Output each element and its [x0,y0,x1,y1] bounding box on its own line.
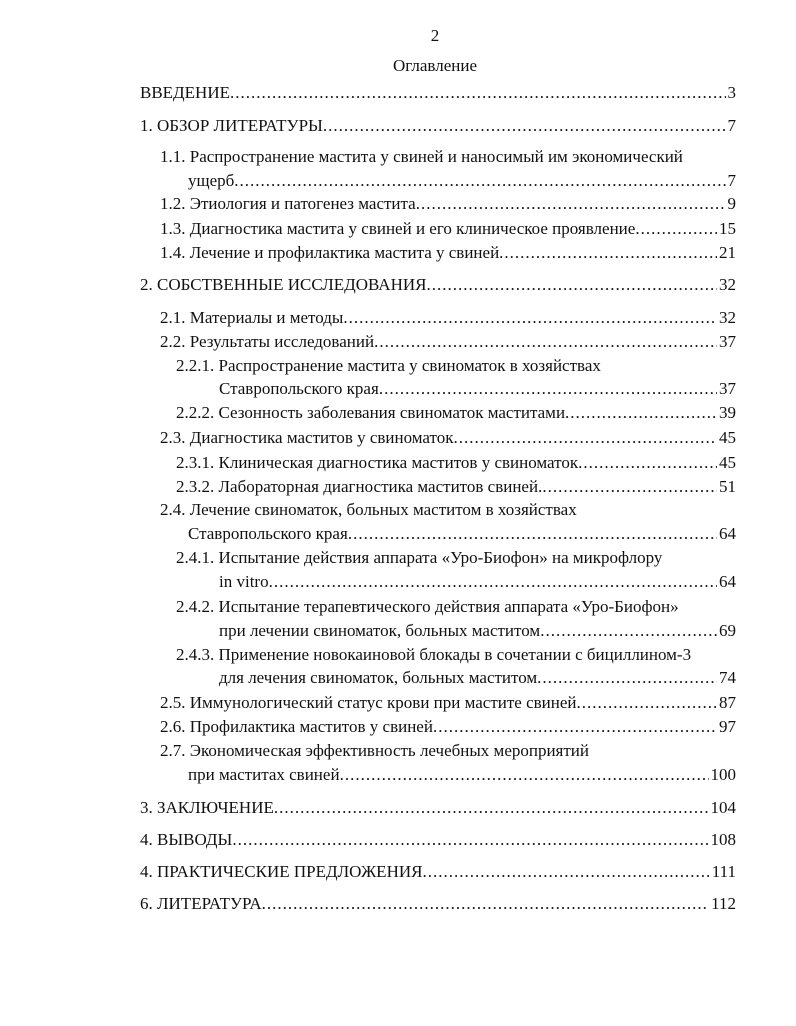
toc-entry-2-2-2[interactable] [176,402,736,424]
toc-entry-2-4[interactable] [188,523,736,545]
toc-entry-2-4-1[interactable] [219,571,736,593]
toc-entry-2-6[interactable] [160,716,736,738]
toc-entry-own-research[interactable] [140,274,736,296]
toc-entry-label: 1.4. Лечение и профилактика мастита у свиней [160,243,500,262]
toc-leader-dots [426,274,717,296]
toc-entry-label: 1. ОБЗОР ЛИТЕРАТУРЫ [140,116,323,135]
toc-entry-label: 2.3.2. Лабораторная диагностика маститов свиней. [176,477,543,496]
toc-entry-label: 2.5. Иммунологический статус крови при мастите свиней [160,693,577,712]
toc-entry-1-4[interactable] [160,242,736,264]
toc-entry-label: 2.3. Диагностика маститов у свиноматок [160,428,454,447]
toc-leader-dots [232,829,708,851]
toc-entry-label: in vitro [219,572,269,591]
toc-entry-page: 7 [727,116,736,135]
toc-entry-page: 37 [719,379,736,398]
toc-entry-page: 45 [719,453,736,472]
toc-entry-label: ВВЕДЕНИЕ [140,83,230,102]
toc-entry-page: 21 [719,243,736,262]
toc-entry-findings[interactable] [140,829,736,851]
toc-leader-dots [635,218,717,240]
toc-entry-conclusion[interactable] [140,797,736,819]
toc-leader-dots [578,452,717,474]
toc-leader-dots [340,764,709,786]
toc-leader-dots [416,193,726,215]
toc-entry-label: 2.3.1. Клиническая диагностика маститов у свиноматок [176,453,579,472]
toc-entry-page: 64 [719,572,736,591]
toc-leader-dots [565,402,717,424]
toc-entry-1-3[interactable] [160,218,736,240]
toc-entry-references[interactable] [140,893,736,915]
toc-leader-dots [454,427,718,449]
toc-entry-page: 104 [710,798,736,817]
toc-entry-label: ущерб [188,171,235,190]
toc-leader-dots [323,115,726,137]
toc-entry-label: 2. СОБСТВЕННЫЕ ИССЛЕДОВАНИЯ [140,275,427,294]
toc-entry-page: 112 [711,894,736,913]
toc-entry-label: для лечения свиноматок, больных маститом [219,668,538,687]
toc-entry-2-2-1[interactable] [219,378,736,400]
toc-entry-label: 4. ВЫВОДЫ [140,830,233,849]
page-title: Оглавление [393,56,477,75]
page-number: 2 [430,26,440,45]
toc-entry-2-1[interactable] [160,307,736,329]
toc-entry-page: 74 [719,668,736,687]
toc-entry-page: 32 [719,275,736,294]
toc-entry-label: 6. ЛИТЕРАТУРА [140,894,262,913]
toc-leader-dots [230,82,726,104]
toc-entry-2-4-3[interactable] [219,667,736,689]
toc-entry-2-3[interactable] [160,427,736,449]
toc-leader-dots [542,476,717,498]
toc-leader-dots [433,716,717,738]
toc-entry-page: 37 [719,332,736,351]
toc-entry-page: 64 [719,524,736,543]
toc-entry-label: Ставропольского края [188,524,348,543]
toc-leader-dots [422,861,709,883]
toc-entry-label: 2.2. Результаты исследований [160,332,375,351]
toc-entry-2-5[interactable] [160,692,736,714]
toc-entry-practical-proposals[interactable] [140,861,736,883]
toc-leader-dots [348,523,717,545]
toc-leader-dots [269,571,717,593]
toc-entry-page: 87 [719,693,736,712]
toc-entry-line1: 2.2.1. Распространение мастита у свиноматок в хозяйствах [176,356,601,375]
toc-entry-page: 15 [719,219,736,238]
toc-entry-label: при маститах свиней [188,765,340,784]
toc-entry-2-3-1[interactable] [176,452,736,474]
toc-leader-dots [262,893,710,915]
toc-entry-page: 51 [719,477,736,496]
toc-leader-dots [537,667,717,689]
toc-entry-page: 111 [711,862,736,881]
toc-entry-label: 4. ПРАКТИЧЕСКИЕ ПРЕДЛОЖЕНИЯ [140,862,423,881]
toc-entry-literature-review[interactable] [140,115,736,137]
toc-leader-dots [343,307,717,329]
toc-entry-label: 2.2.2. Сезонность заболевания свиноматок маститами [176,403,566,422]
toc-entry-1-1[interactable] [188,170,736,192]
toc-entry-page: 32 [719,308,736,327]
toc-entry-2-7[interactable] [188,764,736,786]
toc-entry-page: 45 [719,428,736,447]
toc-leader-dots [274,797,709,819]
toc-leader-dots [540,620,717,642]
toc-entry-line1: 2.4. Лечение свиноматок, больных маститом в хозяйствах [160,500,577,519]
toc-entry-2-3-2[interactable] [176,476,736,498]
toc-entry-introduction[interactable] [140,82,736,104]
toc-entry-label: 3. ЗАКЛЮЧЕНИЕ [140,798,274,817]
toc-entry-page: 9 [727,194,736,213]
toc-leader-dots [499,242,717,264]
toc-entry-label: Ставропольского края [219,379,379,398]
toc-entry-1-2[interactable] [160,193,736,215]
toc-entry-line1: 2.4.3. Применение новокаиновой блокады в сочетании с бициллином-3 [176,645,692,664]
toc-entry-label: 1.3. Диагностика мастита у свиней и его клиническое проявление [160,219,636,238]
toc-leader-dots [379,378,717,400]
toc-leader-dots [234,170,725,192]
toc-entry-line1: 2.7. Экономическая эффективность лечебных мероприятий [160,741,590,760]
toc-entry-page: 97 [719,717,736,736]
toc-entry-page: 69 [719,621,736,640]
toc-entry-page: 3 [727,83,736,102]
toc-entry-line1: 1.1. Распространение мастита у свиней и наносимый им экономический [160,147,683,166]
toc-entry-2-2[interactable] [160,331,736,353]
toc-entry-page: 100 [710,765,736,784]
toc-leader-dots [577,692,718,714]
toc-entry-label: при лечении свиноматок, больных маститом [219,621,541,640]
toc-entry-page: 108 [710,830,736,849]
toc-entry-page: 7 [727,171,736,190]
toc-entry-label: 2.1. Материалы и методы [160,308,344,327]
toc-entry-label: 2.6. Профилактика маститов у свиней [160,717,433,736]
toc-entry-2-4-2[interactable] [219,620,736,642]
toc-entry-line1: 2.4.2. Испытание терапевтического действия аппарата «Уро-Биофон» [176,597,679,616]
toc-entry-label: 1.2. Этиология и патогенез мастита [160,194,416,213]
toc-entry-page: 39 [719,403,736,422]
toc-entry-line1: 2.4.1. Испытание действия аппарата «Уро-Биофон» на микрофлору [176,548,663,567]
toc-leader-dots [374,331,717,353]
